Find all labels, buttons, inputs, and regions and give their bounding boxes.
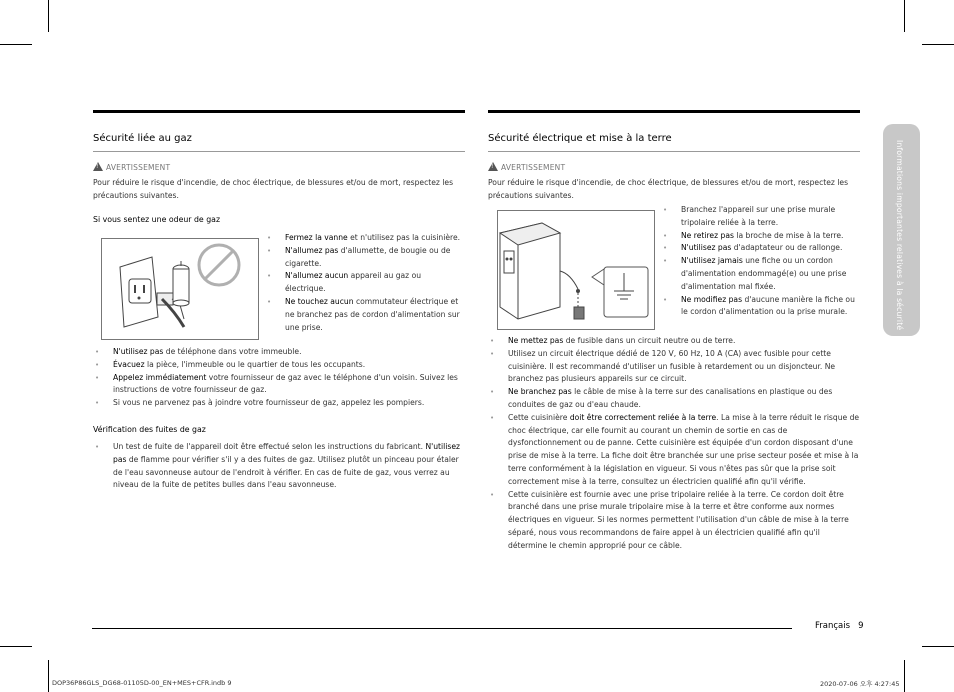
bold-text: Fermez la vanne	[285, 233, 348, 242]
crop-mark	[922, 646, 954, 647]
illustration-bullet-list	[663, 204, 859, 319]
list-item	[267, 245, 463, 271]
crop-mark	[922, 44, 954, 45]
crop-mark	[904, 0, 905, 32]
section-bar	[93, 110, 465, 113]
bold-text: N'allumez aucun	[285, 271, 349, 281]
warning-label	[93, 162, 170, 172]
page-footer	[815, 621, 864, 631]
bold-text: N'utilisez pas	[113, 347, 164, 356]
bold-text: Ne modifiez pas	[681, 294, 743, 304]
warning-text: AVERTISSEMENT	[501, 163, 566, 172]
warning-text: AVERTISSEMENT	[106, 163, 171, 172]
item-text: Utilisez un circuit électrique dédié de 120 V, 60 Hz, 10 A (CA) avec fusible pour cette cuisinière. Il est recommandé d'utiliser un fusible à retardement ou un disjoncteur. Ne branchez pas plusieurs appareils sur ce circuit.	[508, 348, 836, 384]
section-title: Sécurité électrique et mise à la terre	[488, 133, 672, 144]
gas-outlet-illustration	[101, 238, 259, 340]
section-rule	[488, 151, 860, 152]
illustration-bullet-list	[267, 232, 463, 334]
item-text: la pièce, l'immeuble ou le quartier de tous les occupants.	[144, 359, 366, 369]
item-text: appareil au gaz ou électrique.	[285, 271, 422, 294]
item-text: d'allumette, de bougie ou de cigarette.	[285, 245, 451, 268]
section-bar	[488, 110, 860, 113]
imprint-file: DOP36P86GLS_DG68-01105D-00_EN+MES+CFR.indb 9	[52, 679, 232, 687]
chapter-side-tab-label: Informations importantes relatives à la sécurité	[895, 140, 904, 331]
item-text: Si vous ne parvenez pas à joindre votre fournisseur de gaz, appelez les pompiers.	[113, 398, 425, 408]
page-number: 9	[858, 621, 864, 631]
item-text: Cette cuisinière	[508, 412, 570, 422]
imprint-date: 2020-07-06 오후 4:27:45	[820, 680, 900, 688]
warning-label	[488, 162, 565, 172]
list-item	[490, 489, 860, 553]
item-text: le câble de mise à la terre sur des canalisations en plastique ou des conduites de gaz ou d'eau chaude.	[508, 387, 833, 409]
item-text: d'aucune manière la fiche ou le cordon d'alimentation ou la prise murale.	[681, 294, 855, 317]
intro-text: Pour réduire le risque d'incendie, de choc électrique, de blessures et/ou de mort, respectez les précautions suivantes.	[93, 178, 454, 200]
item-text: une fiche ou un cordon d'alimentation endommagé(e) ou une prise d'alimentation mal fixée.	[681, 256, 847, 291]
bold-text: Ne touchez aucun	[285, 296, 354, 306]
list-item	[663, 255, 859, 293]
bold-text: N'utilisez pas	[681, 243, 732, 253]
item-text: de flamme pour vérifier s'il y a des fuites de gaz. Utilisez plutôt un pinceau pour étaler de l'eau savonneuse autour de l'endroit à vérifier. En cas de fuite de gaz, vous verrez au niveau de la fuite de petites bulles dans l'eau savonneuse.	[113, 454, 459, 490]
bold-text: N'allumez pas	[285, 245, 339, 255]
list-item	[490, 386, 860, 412]
crop-mark	[0, 44, 32, 45]
list-item	[95, 359, 463, 372]
intro-text: Pour réduire le risque d'incendie, de choc électrique, de blessures et/ou de mort, respectez les précautions suivantes.	[488, 178, 849, 200]
crop-mark	[904, 660, 905, 692]
item-text: et n'utilisez pas la cuisinière.	[347, 233, 461, 242]
crop-mark	[48, 660, 49, 692]
bold-text: Ne retirez pas	[681, 230, 734, 240]
item-text: votre fournisseur de gaz avec le téléphone d'un voisin. Suivez les instructions de votre fournisseur de gaz.	[113, 372, 458, 395]
item-text: de fusible dans un circuit neutre ou de terre.	[563, 336, 736, 345]
list-item	[95, 372, 463, 398]
list-item	[267, 232, 463, 245]
bold-text: N'utilisez pas	[113, 442, 460, 464]
bold-text: doit être correctement reliée à la terre	[569, 412, 717, 422]
list-item	[490, 412, 860, 489]
gas-smell-heading: Si vous sentez une odeur de gaz	[93, 215, 221, 224]
footer-rule	[92, 628, 792, 629]
footer-language: Français	[815, 621, 851, 631]
bold-text: Évacuez	[113, 359, 145, 369]
item-text: Branchez l'appareil sur une prise murale tripolaire reliée à la terre.	[681, 205, 836, 227]
warning-icon: !	[93, 162, 103, 171]
bold-text: Appelez immédiatement	[113, 372, 207, 382]
list-item	[490, 335, 860, 348]
list-item	[663, 230, 859, 243]
list-item	[267, 270, 463, 296]
item-text: la broche de mise à la terre.	[733, 230, 844, 240]
item-text: Un test de fuite de l'appareil doit être effectué selon les instructions du fabricant.	[113, 442, 426, 451]
warning-icon: !	[488, 162, 498, 171]
list-item	[95, 441, 463, 492]
list-item	[95, 397, 463, 410]
list-item	[663, 204, 859, 230]
item-text: Cette cuisinière est fournie avec une prise tripolaire reliée à la terre. Ce cordon doit être branché dans une prise murale tripolaire mise à la terre et être conforme aux normes électriques en vigueur. Si les normes permettent l'utilisation d'un câble de mise à la terre séparé, nous vous recommandons de faire appel à un électricien qualifié afin qu'il détermine le chemin approprié pour ce câble.	[508, 489, 849, 550]
electrical-bullet-list	[490, 335, 860, 553]
bold-text: Ne mettez pas	[508, 336, 564, 345]
list-item	[490, 348, 860, 386]
leak-bullet-list	[95, 441, 463, 492]
section-title: Sécurité liée au gaz	[93, 133, 192, 144]
item-text: de téléphone dans votre immeuble.	[163, 347, 302, 356]
list-item	[95, 346, 463, 359]
item-text: commutateur électrique et ne branchez pas de cordon d'alimentation sur une prise.	[285, 296, 460, 332]
list-item	[267, 296, 463, 334]
crop-mark	[0, 646, 32, 647]
section-rule	[93, 151, 465, 152]
bold-text: Ne branchez pas	[508, 387, 572, 397]
bold-text: N'utilisez jamais	[681, 256, 743, 266]
item-text: d'adaptateur ou de rallonge.	[731, 243, 843, 253]
grounding-illustration	[497, 210, 655, 330]
leak-heading: Vérification des fuites de gaz	[93, 425, 206, 434]
gas-bullet-list	[95, 346, 463, 410]
list-item	[663, 242, 859, 255]
item-text: . La mise à la terre réduit le risque de choc électrique, car elle fournit au courant un chemin de sortie en cas de dysfonctionnement ou de panne. Cette cuisinière est équipée d'un cordon disposant d'une prise de mise à la terre. La fiche doit être branchée sur une prise secteur posée et mise à la terre conformément à la législation en vigueur. Si vous n'êtes pas sûr que la prise soit correctement mise à la terre, consultez un électricien qualifié afin qu'il vérifie.	[508, 412, 860, 486]
crop-mark	[48, 0, 49, 32]
list-item	[663, 294, 859, 320]
